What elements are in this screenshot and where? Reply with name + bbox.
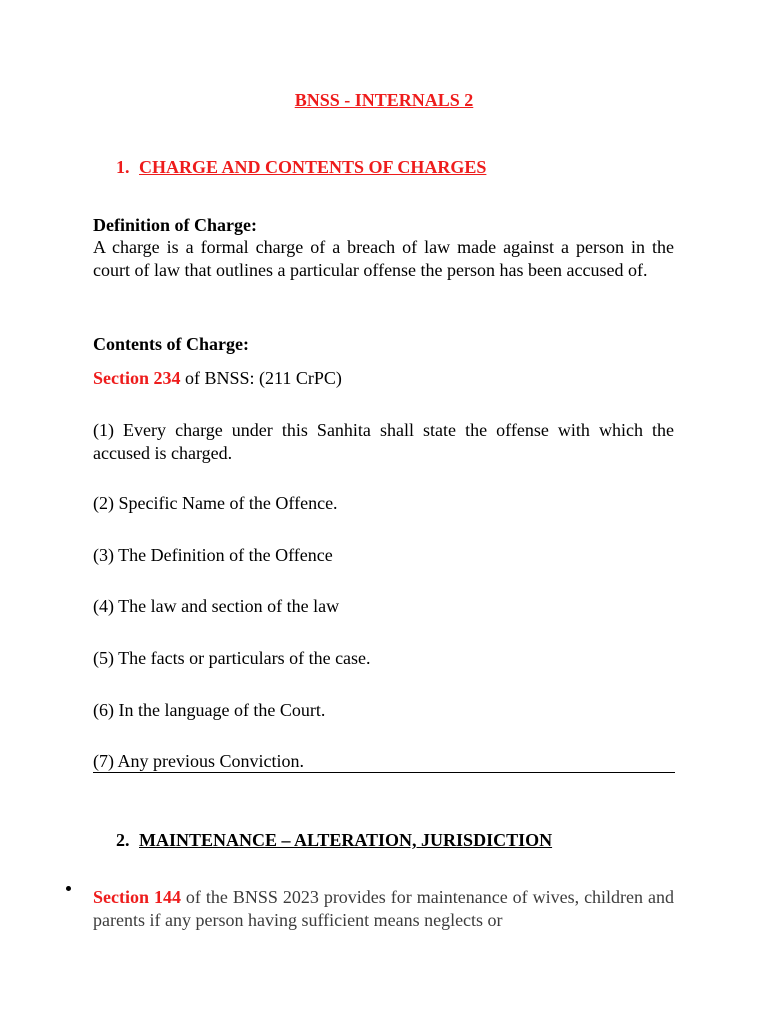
contents-label: Contents of Charge: (93, 334, 249, 354)
list-item-1: (1) Every charge under this Sanhita shall state the offense with which the accused is charged. (93, 420, 674, 463)
section-144-paragraph (93, 886, 674, 931)
section-1-heading-text: CHARGE AND CONTENTS OF CHARGES (139, 157, 487, 177)
list-item-2: (2) Specific Name of the Offence. (93, 493, 338, 513)
horizontal-rule (93, 772, 675, 773)
section-234-line (93, 367, 674, 390)
section-144-ref: Section 144 (93, 887, 181, 907)
definition-text: A charge is a formal charge of a breach of law made against a person in the court of law that outlines a particular offense the person has been accused of. (93, 237, 674, 280)
section-2-heading-text: MAINTENANCE – ALTERATION, JURISDICTION (139, 830, 553, 850)
list-item-5: (5) The facts or particulars of the case. (93, 648, 371, 668)
bullet-icon (66, 886, 71, 891)
list-item-7: (7) Any previous Conviction. (93, 751, 304, 771)
list-item-6: (6) In the language of the Court. (93, 700, 326, 720)
section-2-heading (116, 829, 552, 851)
document-title: BNSS - INTERNALS 2 (294, 90, 474, 110)
section-1-number: 1. (116, 157, 130, 177)
section-234-rest: of BNSS: (211 CrPC) (180, 368, 342, 388)
section-2-number: 2. (116, 830, 130, 850)
definition-label: Definition of Charge: (93, 215, 257, 235)
list-item-3: (3) The Definition of the Offence (93, 545, 333, 565)
section-234-ref: Section 234 (93, 368, 181, 388)
section-144-text: of the BNSS 2023 provides for maintenance of wives, children and parents if any person having sufficient means neglects or (93, 887, 675, 930)
list-item-4: (4) The law and section of the law (93, 596, 340, 616)
section-1-heading (116, 156, 486, 178)
